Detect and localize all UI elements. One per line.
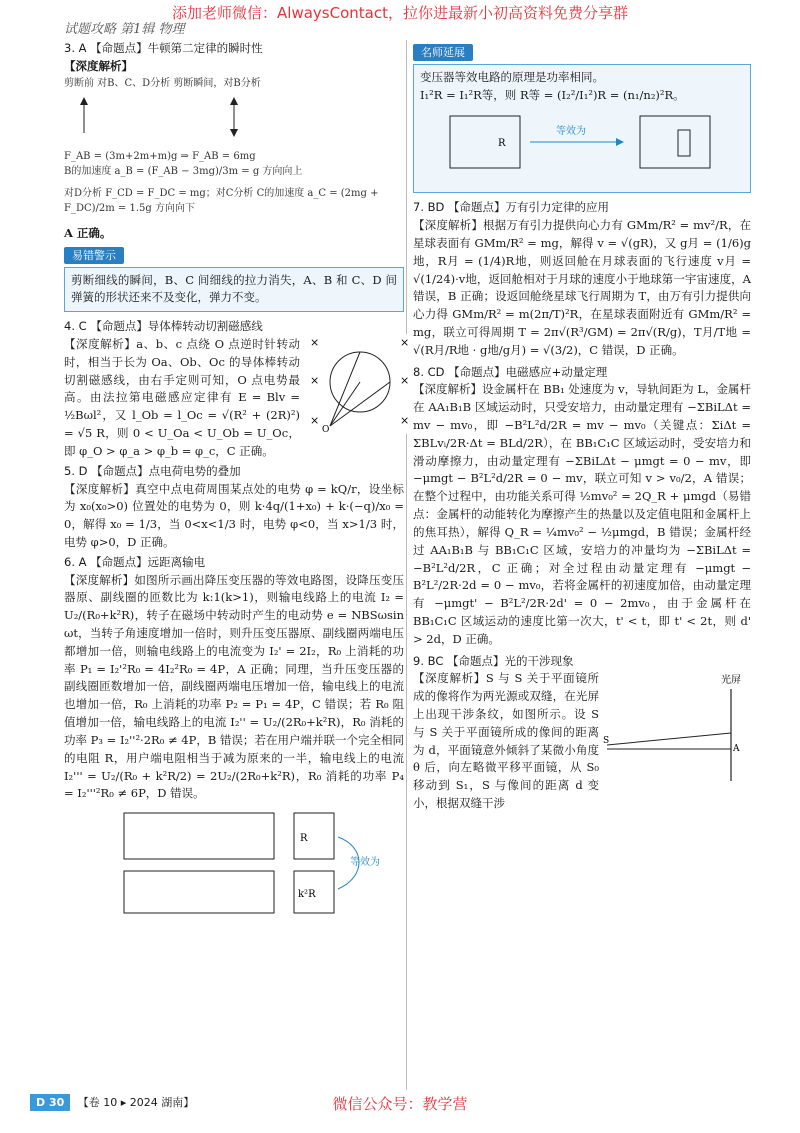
question-4	[64, 318, 410, 461]
q6-text: 【深度解析】如图所示画出降压变压器的等效电路图，设降压变压器原、副线圈的匝数比为 k:1(k>1)，则输电线路上的电流 I₂ = U₂/(R₀+k²R)，转子在磁场中转动时产生的电动势 e = NBSωsin ωt，当转子角速度增加一倍时，则升压变压器原、副线圈两端电压都增加一倍，则输电线路上的电流变为 I₂' = 2I₂，R₀ 上消耗的功率 P₁ = I₂'²R₀ = 4I₂²R₀ = 4P，A 正确；同理，当升压变压器的副线圈匝数增加一倍，副线圈两端电压增加一倍，输电线上的电流也增加一倍，R₀ 上消耗的功率 P₂ = P₁ = 4P，C 错误；若 R₀ 阻值增加一倍，输电线路上的电流 I₂'' = U₂/(2R₀+k²R)，R₀ 消耗的功率 P₃ = I₂''²·2R₀ ≠ 4P，B 错误；若在用户端并联一个完全相同的电阻 R，用户端电阻相当于减为原来的一半，输电线上的电流 I₂''' = U₂/(R₀ + k²R/2) = 2U₂/(2R₀+k²R)，R₀ 消耗的功率 P₄ = I₂'''²R₀ ≠ 6P，D 错误。	[64, 572, 404, 801]
warning-box	[64, 267, 404, 313]
q9-interference-diagram	[601, 671, 751, 791]
page-number: D 30	[30, 1094, 70, 1111]
q4-circle-diagram	[308, 334, 408, 434]
q6-head: 6. A 【命题点】远距离输电	[64, 554, 206, 569]
famous-line1: 变压器等效电路的原理是功率相同。	[420, 69, 604, 84]
q4-head: 4. C 【命题点】导体棒转动切割磁感线	[64, 319, 263, 334]
warning-text: 剪断细线的瞬间，B、C 间细线的拉力消失，A、B 和 C、D 间弹簧的形状还来不及变化，弹力不变。	[71, 272, 397, 305]
famous-equiv-label: 等效为	[556, 126, 586, 138]
svg-text:×: ×	[310, 336, 320, 350]
famous-equiv-diagram	[420, 108, 740, 178]
svg-text:k²R: k²R	[298, 889, 316, 901]
q3-head: 3. A 【命题点】牛顿第二定律的瞬时性	[64, 41, 263, 55]
question-9	[413, 653, 751, 813]
q5-head: 5. D 【命题点】点电荷电势的叠加	[64, 463, 241, 478]
q3-forces-2: B的加速度 a_B = (F_AB − 3mg)/3m = g 方向向上	[64, 166, 303, 178]
q4-text: 【深度解析】a、b、c 点绕 O 点逆时针转动时，相当于长为 Oa、Ob、Oc 的导体棒转动切割磁感线，由右手定则可知，O 点电势最高。由法拉第电磁感应定律有 E = Blv = ½Bωl²，又 l_Ob = l_Oc = √(R² + (2R)²) = √5 R，则 0 < U_Oa < U_Ob = U_Oc，即 φ_O > φ_a > φ_b = φ_c，C 正确。	[64, 337, 300, 458]
q9-text: 【深度解析】S 与 S 关于平面镜所成的像将作为两光源或双缝，在光屏上出现干涉条纹，如图所示。设 S 与 S 关于平面镜所成的像间的距离为 d，平面镜意外倾斜了某微小角度 θ 后，向左略微平移平面镜，从 S₀ 移动到 S₁，S 与像间的距离 d 变小，根据双缝干涉	[413, 671, 599, 811]
q3-forces-3: 对D分析 F_CD = F_DC = mg；对C分析 C的加速度 a_C = (2mg + F_DC)/2m = 1.5g 方向向下	[64, 187, 379, 215]
q8-head: 8. CD 【命题点】电磁感应+动量定理	[413, 364, 608, 379]
svg-text:×: ×	[400, 374, 410, 388]
q5-text: 【深度解析】真空中点电荷周围某点处的电势 φ = kQ/r，设坐标为 x₀(x₀>0) 位置处的电势为 0，则 k·4q/(1+x₀) + k·(−q)/x₀ = 0，解得 x₀ = 1/3，当 0<x<1/3 时，电势 φ<0，当 x>1/3 时，电势 φ>0，D 正确。	[64, 481, 404, 549]
question-6	[64, 554, 404, 927]
svg-text:×: ×	[310, 414, 320, 428]
question-5	[64, 463, 404, 552]
q6-circuit-diagram	[104, 807, 404, 917]
svg-text:×: ×	[400, 414, 410, 428]
left-column	[64, 40, 410, 929]
column-divider	[406, 40, 407, 1090]
svg-text:A: A	[733, 743, 740, 754]
right-column	[413, 40, 751, 815]
question-8	[413, 364, 751, 649]
svg-text:O: O	[322, 425, 330, 436]
watermark-top: 添加老师微信：AlwaysContact，拉你进最新小初高资料免费分享群	[172, 4, 628, 22]
svg-text:R: R	[498, 138, 506, 150]
svg-text:×: ×	[310, 374, 320, 388]
q6-equiv-label: 等效为	[350, 857, 380, 869]
q3-force-diagram	[64, 95, 404, 139]
famous-box	[413, 64, 751, 193]
volume-label: 【卷 10 ▸ 2024 湖南】	[77, 1096, 195, 1109]
q3-analysis-top: 剪断前 对B、C、D分析 剪断瞬间，对B分析	[64, 77, 261, 89]
famous-line2: I₁²R = I₁²R等，则 R等 = (I₂²/I₁²)R = (n₁/n₂)²R。	[420, 87, 685, 102]
q7-text: 【深度解析】根据万有引力提供向心力有 GMm/R² = mv²/R，在星球表面有 GMm/R² = mg，解得 v = √(gR)，又 g月 = (1/6)g地，R月 = (1/4)R地，则返回舱在月球表面的飞行速度 v月 = √(1/24)·v地，返回舱相对于月球的速度小于地球第一宇宙速度，A 错误，B 正确；设返回舱绕星球飞行周期为 T，由万有引力提供向心力得 GMm/R² = m(2π/T)²R，在星球表面附近有 GMm/R² = mg，联立可得周期 T = 2π√(R³/GM) = 2π√(R/g)，T月/T地 = √(R月/R地 · g地/g月) = √(3/2)，C 错误，D 正确。	[413, 218, 751, 357]
svg-text:R: R	[300, 833, 308, 845]
watermark-bottom: 微信公众号：教学营	[332, 1095, 468, 1113]
warning-title: 易错警示	[64, 247, 124, 264]
svg-text:S: S	[603, 735, 610, 746]
svg-text:×: ×	[400, 336, 410, 350]
page-header: 试题攻略 第1辑 物理	[64, 22, 185, 37]
q3-conclusion: A 正确。	[64, 225, 112, 240]
q7-head: 7. BD 【命题点】万有引力定律的应用	[413, 200, 610, 215]
q3-deep-label: 【深度解析】	[64, 58, 133, 73]
q3-forces-1: F_AB = (3m+2m+m)g ⇒ F_AB = 6mg	[64, 150, 256, 162]
famous-title: 名师延展	[413, 44, 473, 61]
question-3	[64, 40, 404, 312]
q9-head: 9. BC 【命题点】光的干涉现象	[413, 653, 574, 668]
question-7	[413, 199, 751, 359]
q8-text: 【深度解析】设金属杆在 BB₁ 处速度为 v，导轨间距为 L，金属杆在 AA₁B₁B 区域运动时，只受安培力，由动量定理有 −ΣBiLΔt = mv − mv₀，即 −B²L²d/2R = mv − mv₀（关键点：ΣiΔt = ΣBLvᵢ/2R·Δt = BLd/2R），在 BB₁C₁C 区域运动时，受安培力和滑动摩擦力，由动量定理有 −ΣBiLΔt − μmgt = 0 − mv，即 −μmgt − B²L²d/2R = 0 − mv，联立可知 v > v₀/2，A 错误；在整个过程中，由功能关系可得 ½mv₀² = 2Q_R + μmgd（易错点：金属杆的动能转化为摩擦产生的热量以及定值电阻和金属杆上的焦耳热），解得 Q_R = ¼mv₀² − ½μmgd，B 错误；金属杆经过 AA₁B₁B 与 BB₁C₁C 区域，安培力的冲量均为 −ΣBiLΔt = −B²L²d/2R，C 正确；对全过程由动量定理有 −μmgt − B²L²/2R·2d = 0 − mv₀，若将金属杆的初速度加倍，由动量定理有 −μmgt' − B²L²/2R·2d' = 0 − 2mv₀，由于金属杆在 BB₁C₁C 区域运动的速度比第一次大，t' < t，即 t' < 2t，则 d' > 2d，D 正确。	[413, 382, 751, 646]
q9-screen-label: 光屏	[721, 674, 741, 686]
